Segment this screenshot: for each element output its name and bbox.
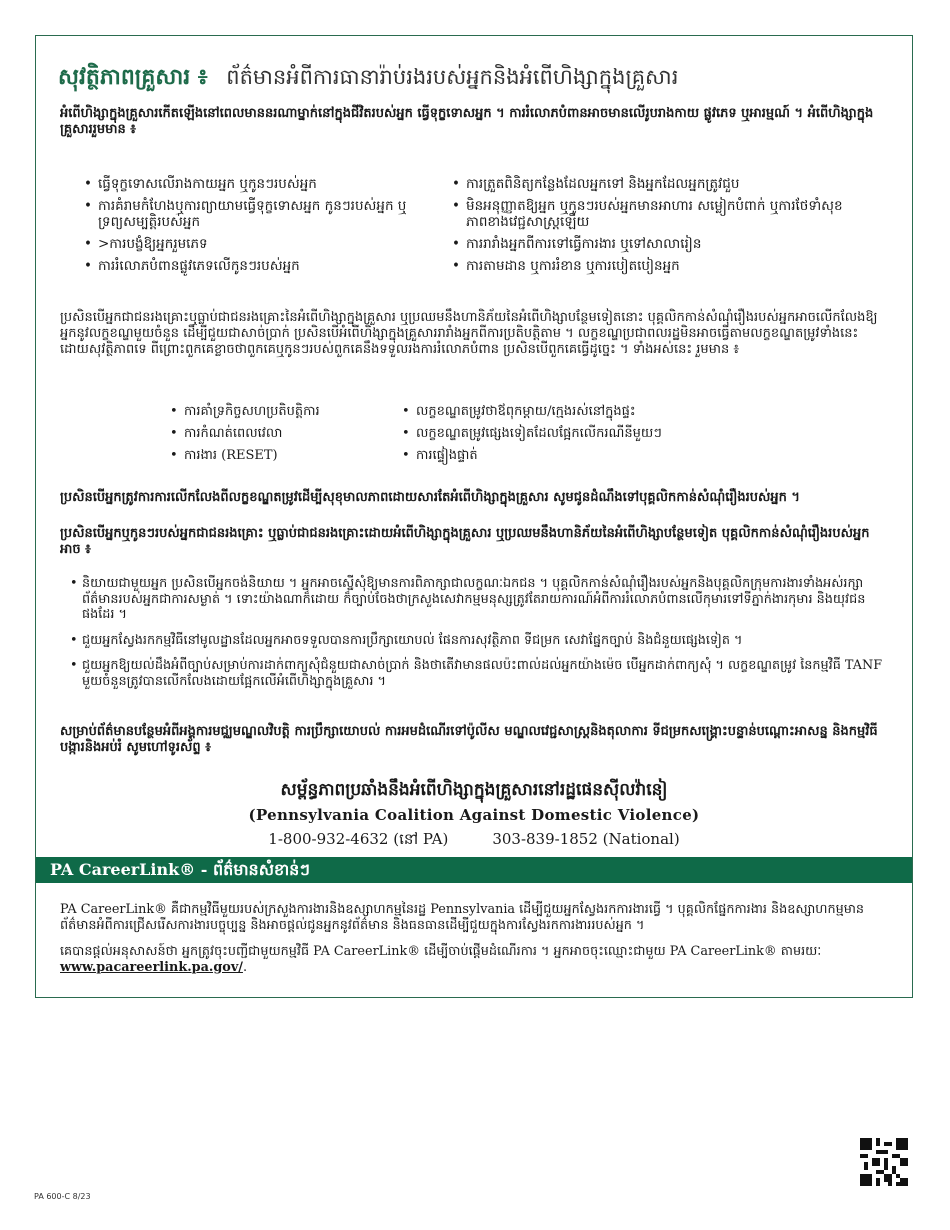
victim-paragraph: ប្រសិនបើអ្នកជាជនរងគ្រោះឬធ្លាប់ជាជនរងគ្រោះនៃអំពើហិង្សាក្នុងគ្រួសារ ឬប្រឈមនឹងហានិភ័យនៃអំពើហិង្សាបន្ថែមទៀតនោះ បុគ្គលិកកាន់សំណុំរឿងរបស់អ្នកអាចលើកលែងឱ្យអ្នកនូវលក្ខខណ្ឌមួយចំនួន ដើម្បីជួយជាសាច់ប្រាក់ ប្រសិនបើអំពើហិង្សាក្នុងគ្រួសាររារាំងអ្នកពីការប្រតិបត្តិតាម ។ លក្ខខណ្ឌប្រជាពលរដ្ឋមិនអាចធ្វើតាមលក្ខខណ្ឌតម្រូវទាំងនេះដោយសុវត្ថិភាពទេ ពីព្រោះពួកគេខ្លាចថាពួកគេឬកូនៗរបស់ពួកគេនឹងទទួលរងការរំលោភបំពាន ប្រសិនបើពួកគេធ្វើដូច្នេះ ។ ទាំងអស់នេះ រួមមាន ៖: [60, 310, 878, 357]
phone-numbers: [36, 830, 912, 852]
list-item: • ការតាមដាន ឬការរំខាន ឬការបៀតបៀនអ្នក: [452, 258, 852, 274]
list-item: • ការរំលោភបំពានផ្លូវភេទលើកូនៗរបស់អ្នក: [84, 258, 424, 274]
list-item: • ការរារាំងអ្នកពីការទៅធ្វើការងារ ឬទៅសាលារៀន: [452, 236, 852, 252]
list-item: • ការងារ (RESET): [170, 448, 390, 464]
org-name-khmer: សម្ព័ន្ធភាពប្រឆាំងនឹងអំពើហិង្សាក្នុងគ្រួសារនៅរដ្ឋផេនស៊ីលវ៉ានៀ: [280, 780, 668, 800]
content-frame: [35, 35, 913, 998]
phone-national[interactable]: 303-839-1852 (National): [492, 830, 680, 848]
list-item: • ការត្រួតពិនិត្យកន្លែងដែលអ្នកទៅ និងអ្នកដែលអ្នកត្រូវជួប: [452, 176, 852, 192]
org-name-english: (Pennsylvania Coalition Against Domestic Violence): [248, 806, 700, 824]
list-item: • ការគាំទ្រកិច្ចសហប្រតិបត្តិការ: [170, 404, 390, 420]
intro-paragraph: អំពើហិង្សាក្នុងគ្រួសារកើតឡើងនៅពេលមាននរណាម្នាក់នៅក្នុងជីវិតរបស់អ្នក ធ្វើទុក្ខទោសអ្នក ។ ការរំលោភបំពានអាចមានលើរូបរាងកាយ ផ្លូវភេទ ឬអារម្មណ៍ ។ អំពើហិង្សាក្នុងគ្រួសាររួមមាន ៖: [60, 106, 874, 137]
list-item: • ការផ្ទៀងផ្ទាត់: [402, 448, 842, 464]
list-item: • មិនអនុញ្ញាតឱ្យអ្នក ឬកូនៗរបស់អ្នកមានអាហារ សម្លៀកបំពាក់ ឬការថែទាំសុខភាពខាងវេជ្ជសាស្ត្រឡើយ: [452, 198, 852, 230]
page-title: [58, 62, 896, 92]
careerlink-link[interactable]: www.pacareerlink.pa.gov/: [60, 960, 243, 975]
phone-pa[interactable]: 1-800-932-4632 (នៅ PA): [268, 830, 449, 848]
form-id: PA 600-C 8/23: [34, 1192, 91, 1201]
abuse-list-left: [84, 176, 424, 280]
list-item: • ការកំណត់ពេលវេលា: [170, 426, 390, 442]
list-item: • លក្ខខណ្ឌតម្រូវផ្សេងទៀតដែលផ្អែកលើករណីនីមួយៗ: [402, 426, 842, 442]
waiver-paragraph: ប្រសិនបើអ្នកត្រូវការការលើកលែងពីលក្ខខណ្ឌតម្រូវដើម្បីសុខុមាលភាពដោយសារតែអំពើហិង្សាក្នុងគ្រួសារ សូមជូនដំណឹងទៅបុគ្គលិកកាន់សំណុំរឿងរបស់អ្នក ។: [60, 490, 800, 505]
list-item: • >ការបង្ខំឱ្យអ្នករួមភេទ: [84, 236, 424, 252]
list-item: • ធ្វើទុក្ខទោសលើរាងកាយអ្នក ឬកូនៗរបស់អ្នក: [84, 176, 424, 192]
title-subtitle: ព័ត៌មានអំពីការធានារ៉ាប់រងរបស់អ្នកនិងអំពើហិង្សាក្នុងគ្រួសារ: [226, 65, 679, 89]
careerlink-header: PA CareerLink® - ព័ត៌មានសំខាន់ៗ: [36, 857, 912, 883]
abuse-list-right: [452, 176, 852, 280]
requirements-list-right: [402, 404, 842, 470]
list-item: • ជួយអ្នកឱ្យយល់ដឹងអំពីច្បាប់សម្រាប់ការដាក់ពាក្យសុំជំនួយជាសាច់ប្រាក់ និងថាតើវាមានផលប៉ះពាល់ដល់អ្នកយ៉ាងម៉េច បើអ្នកដាក់ពាក្យសុំ ។ លក្ខខណ្ឌតម្រូវ នៃកម្មវិធី TANF មួយចំនួនត្រូវបានលើកលែងដោយផ្អែកលើអំពើហិង្សាក្នុងគ្រួសារ ។: [70, 658, 888, 689]
careerlink-paragraph-2: [60, 944, 886, 976]
resources-paragraph: សម្រាប់ព័ត៌មានបន្ថែមអំពីអង្គការមជ្ឈមណ្ឌលវិបត្តិ ការប្រឹក្សាយោបល់ ការអមដំណើរទៅប៉ូលីស មណ្ឌលវេជ្ជសាស្ត្រនិងតុលាការ ទីជម្រកសង្គ្រោះបន្ទាន់បណ្ដោះអាសន្ន និងកម្មវិធីបង្ការនិងអប់រំ សូមហៅទូរស័ព្ទ ៖: [60, 724, 878, 755]
list-item: • ជួយអ្នកស្វែងរកកម្មវិធីនៅមូលដ្ឋានដែលអ្នកអាចទទួលបានការប្រឹក្សាយោបល់ ផែនការសុវត្ថិភាព ទីជម្រក សេវាផ្នែកច្បាប់ និងជំនួយផ្សេងទៀត ។: [70, 633, 888, 649]
requirements-list-left: [170, 404, 390, 470]
careerlink-text: គេបានផ្តល់អនុសាសន៍ថា អ្នកត្រូវចុះបញ្ជីជាមួយកម្មវិធី PA CareerLink® ដើម្បីចាប់ផ្តើមដំណើរការ ។ អ្នកអាចចុះឈ្មោះជាមួយ PA CareerLink® តាមរយៈ: [60, 944, 822, 959]
list-item: • ការគំរាមកំហែងឬការព្យាយាមធ្វើទុក្ខទោសអ្នក កូនៗរបស់អ្នក ឬទ្រព្យសម្បត្តិរបស់អ្នក: [84, 198, 424, 230]
qr-code-icon: [860, 1138, 908, 1186]
child-paragraph: ប្រសិនបើអ្នកឬកូនៗរបស់អ្នកជាជនរងគ្រោះ ឬធ្លាប់ជាជនរងគ្រោះដោយអំពើហិង្សាក្នុងគ្រួសារ ឬប្រឈមនឹងហានិភ័យនៃអំពើហិង្សាបន្ថែមទៀត បុគ្គលិកកាន់សំណុំរឿងរបស់អ្នកអាច ៖: [60, 526, 870, 557]
list-item: • និយាយជាមួយអ្នក ប្រសិនបើអ្នកចង់និយាយ ។ អ្នកអាចស្នើសុំឱ្យមានការពិភាក្សាជាលក្ខណៈឯកជន ។ បុគ្គលិកកាន់សំណុំរឿងរបស់អ្នកនិងបុគ្គលិកក្រុមការងារទាំងអស់រក្សាព័ត៌មានរបស់អ្នកជាការសម្ងាត់ ។ ទោះយ៉ាងណាក៏ដោយ ក៏ច្បាប់ចែងថាក្រសួងសេវាកម្មមនុស្សត្រូវតែរាយការណ៍អំពីការរំលោភបំពានលើកុមារទៅទីភ្នាក់ងារកុមារ និងយុវជនផងដែរ ។: [70, 576, 888, 623]
title-lead: សុវត្ថិភាពគ្រួសារ ៖: [58, 64, 208, 90]
careerlink-paragraph-1: PA CareerLink® គឺជាកម្មវិធីមួយរបស់ក្រសួងការងារនិងឧស្សាហកម្មនៃរដ្ឋ Pennsylvania ដើម្បីជួយអ្នកស្វែងរកការងារធ្វើ ។ បុគ្គលិកផ្នែកការងារ និងឧស្សាហកម្មមានព័ត៌មានអំពីការជ្រើសរើសការងារបច្ចុប្បន្ន និងអាចផ្តល់ជូនអ្នកនូវព័ត៌មាន និងធនធានដើម្បីជួយក្នុងការស្វែងរកការងាររបស់អ្នក ។: [60, 902, 864, 933]
careerlink-link-suffix: .: [242, 960, 248, 975]
list-item: • លក្ខខណ្ឌតម្រូវថាឪពុកម្តាយ/ក្មេងរស់នៅក្នុងផ្ទះ: [402, 404, 842, 420]
help-list: [70, 576, 888, 699]
